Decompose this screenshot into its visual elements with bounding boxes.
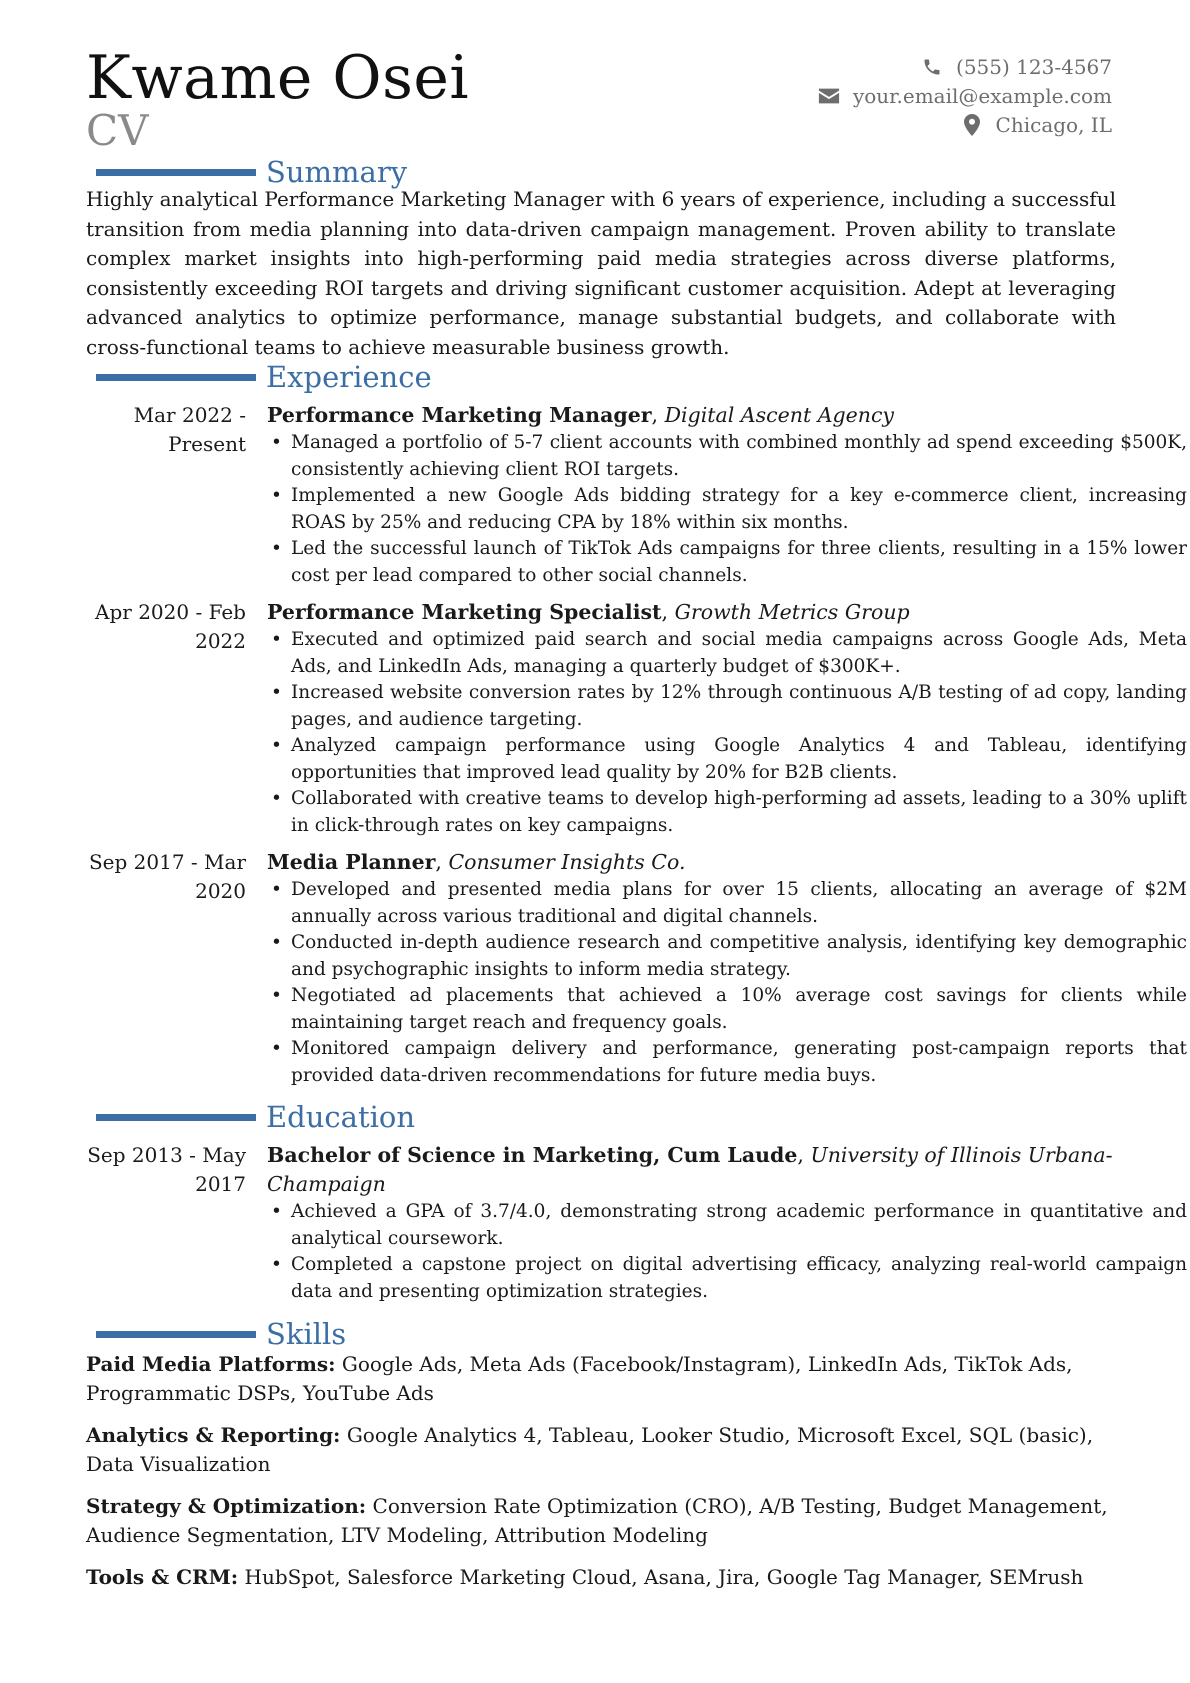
document-subtitle: CV bbox=[86, 106, 149, 155]
entry-title: Performance Marketing Manager, Digital Ascent Agency bbox=[267, 403, 895, 427]
bullet-item: • Increased website conversion rates by 12% through continuous A/B testing of ad copy, landing pages, and audience targeting. bbox=[267, 680, 1187, 733]
job-title: Performance Marketing Manager bbox=[267, 403, 652, 427]
skill-label: Tools & CRM: bbox=[86, 1565, 239, 1589]
skill-value: Google Ads, Meta Ads (Facebook/Instagram), LinkedIn Ads, TikTok Ads, Programmatic DSPs, YouTube Ads bbox=[86, 1352, 1073, 1405]
organization: Digital Ascent Agency bbox=[664, 403, 895, 427]
contact-email bbox=[817, 81, 1112, 110]
email-link[interactable]: your.email@example.com bbox=[852, 83, 1112, 108]
bullet-list bbox=[267, 430, 1187, 589]
entry-body bbox=[267, 1141, 1187, 1305]
map-marker-icon bbox=[960, 114, 984, 136]
bullet-item: • Managed a portfolio of 5-7 client accounts with combined monthly ad spend exceeding $500K, consistently achieving client ROI targets. bbox=[267, 430, 1187, 483]
education-heading bbox=[96, 1099, 415, 1135]
date-start: Sep 2013 - May bbox=[87, 1143, 246, 1167]
entry-date bbox=[86, 848, 246, 906]
candidate-name: Kwame Osei bbox=[86, 43, 470, 113]
bullet-item: • Implemented a new Google Ads bidding strategy for a key e-commerce client, increasing ROAS by 25% and reducing CPA by 18% within six months. bbox=[267, 483, 1187, 536]
skill-group bbox=[86, 1421, 1116, 1479]
entry-title: Media Planner, Consumer Insights Co. bbox=[267, 850, 686, 874]
organization: Consumer Insights Co. bbox=[448, 850, 686, 874]
skill-value: HubSpot, Salesforce Marketing Cloud, Asana, Jira, Google Tag Manager, SEMrush bbox=[244, 1565, 1084, 1589]
date-start: Apr 2020 - Feb bbox=[95, 600, 246, 624]
phone-icon bbox=[920, 56, 944, 78]
entry-title: Bachelor of Science in Marketing, Cum Laude, University of Illinois Urbana-Champaign bbox=[267, 1143, 1113, 1196]
section-title-education: Education bbox=[266, 1100, 416, 1134]
entry-body bbox=[267, 401, 1187, 589]
degree-title: Bachelor of Science in Marketing, Cum Laude bbox=[267, 1143, 798, 1167]
phone-text[interactable]: (555) 123-4567 bbox=[956, 54, 1112, 79]
skill-label: Strategy & Optimization: bbox=[86, 1494, 367, 1518]
organization: Growth Metrics Group bbox=[674, 600, 910, 624]
section-title-skills: Skills bbox=[266, 1317, 347, 1351]
section-bar bbox=[96, 1114, 256, 1121]
skill-group bbox=[86, 1350, 1116, 1408]
bullet-item: • Developed and presented media plans for over 15 clients, allocating an average of $2M annually across various traditional and digital channels. bbox=[267, 877, 1187, 930]
date-end: 2022 bbox=[195, 629, 246, 653]
section-title-experience: Experience bbox=[266, 360, 432, 394]
bullet-item: • Analyzed campaign performance using Google Analytics 4 and Tableau, identifying opportunities that improved lead quality by 20% for B2B clients. bbox=[267, 733, 1187, 786]
skill-group bbox=[86, 1492, 1116, 1550]
envelope-icon bbox=[817, 85, 841, 107]
bullet-list bbox=[267, 877, 1187, 1089]
entry-date bbox=[86, 401, 246, 459]
bullet-item: • Completed a capstone project on digital advertising efficacy, analyzing real-world campaign data and presenting optimization strategies. bbox=[267, 1252, 1187, 1305]
section-bar bbox=[96, 169, 256, 176]
skill-group bbox=[86, 1563, 1116, 1592]
summary-text: Highly analytical Performance Marketing Manager with 6 years of experience, including a successful transition from media planning into data-driven campaign management. Proven ability to translate complex market insights into high-performing paid media strategies across diverse platforms, consistently exceeding ROI targets and driving significant customer acquisition. Adept at leveraging advanced analytics to optimize performance, manage substantial budgets, and collaborate with cross-functional teams to achieve measurable business growth. bbox=[86, 187, 1116, 359]
date-end: Present bbox=[168, 432, 246, 456]
contact-phone bbox=[817, 52, 1112, 81]
date-end: 2017 bbox=[195, 1172, 246, 1196]
skill-value: Google Analytics 4, Tableau, Looker Studio, Microsoft Excel, SQL (basic), Data Visualization bbox=[86, 1423, 1094, 1476]
bullet-item: • Conducted in-depth audience research and competitive analysis, identifying key demographic and psychographic insights to inform media strategy. bbox=[267, 930, 1187, 983]
contact-location bbox=[817, 110, 1112, 139]
bullet-item: • Achieved a GPA of 3.7/4.0, demonstrating strong academic performance in quantitative and analytical coursework. bbox=[267, 1199, 1187, 1252]
bullet-item: • Led the successful launch of TikTok Ads campaigns for three clients, resulting in a 15% lower cost per lead compared to other social channels. bbox=[267, 536, 1187, 589]
entry-date bbox=[86, 598, 246, 656]
bullet-item: • Negotiated ad placements that achieved a 10% average cost savings for clients while maintaining target reach and frequency goals. bbox=[267, 983, 1187, 1036]
date-start: Mar 2022 - bbox=[133, 403, 246, 427]
bullet-item: • Collaborated with creative teams to develop high-performing ad assets, leading to a 30% uplift in click-through rates on key campaigns. bbox=[267, 786, 1187, 839]
experience-heading bbox=[96, 359, 432, 395]
entry-body bbox=[267, 848, 1187, 1089]
section-bar bbox=[96, 1331, 256, 1338]
bullet-list bbox=[267, 1199, 1187, 1305]
bullet-list bbox=[267, 627, 1187, 839]
skill-label: Paid Media Platforms: bbox=[86, 1352, 336, 1376]
job-title: Performance Marketing Specialist bbox=[267, 600, 662, 624]
skill-value: Conversion Rate Optimization (CRO), A/B Testing, Budget Management, Audience Segmentation, LTV Modeling, Attribution Modeling bbox=[86, 1494, 1108, 1547]
date-end: 2020 bbox=[195, 879, 246, 903]
date-start: Sep 2017 - Mar bbox=[88, 850, 246, 874]
section-title-summary: Summary bbox=[266, 155, 408, 189]
bullet-item: • Monitored campaign delivery and performance, generating post-campaign reports that provided data-driven recommendations for future media buys. bbox=[267, 1036, 1187, 1089]
institution: University of Illinois Urbana-Champaign bbox=[267, 1143, 1113, 1196]
entry-title: Performance Marketing Specialist, Growth Metrics Group bbox=[267, 600, 910, 624]
skills-heading bbox=[96, 1316, 346, 1352]
section-bar bbox=[96, 374, 256, 381]
entry-date bbox=[86, 1141, 246, 1199]
entry-body bbox=[267, 598, 1187, 839]
location-text: Chicago, IL bbox=[995, 112, 1112, 137]
skill-label: Analytics & Reporting: bbox=[86, 1423, 341, 1447]
bullet-item: • Executed and optimized paid search and social media campaigns across Google Ads, Meta Ads, and LinkedIn Ads, managing a quarterly budget of $300K+. bbox=[267, 627, 1187, 680]
job-title: Media Planner bbox=[267, 850, 436, 874]
contact-info bbox=[817, 52, 1112, 139]
